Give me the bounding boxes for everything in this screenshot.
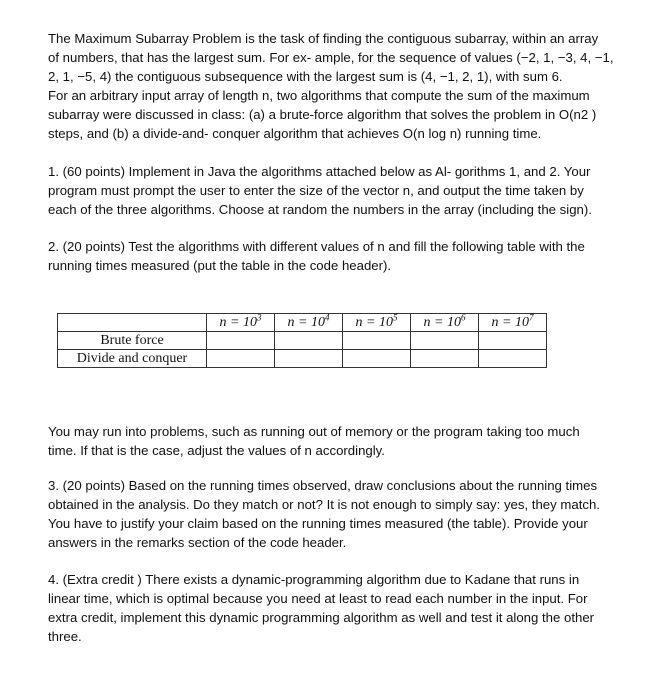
column-header-exponent: 3 — [256, 311, 262, 322]
table-cell — [207, 332, 275, 350]
text-line: of numbers, that has the largest sum. For ex- ample, for the sequence of values (−2, 1, −3, 4, −1, — [48, 50, 614, 65]
text-line: three. — [48, 629, 82, 644]
table-row — [58, 332, 547, 350]
question-1-paragraph — [48, 162, 648, 219]
table-header-row — [58, 314, 547, 332]
table-cell — [275, 332, 343, 350]
column-header — [411, 311, 479, 332]
column-header-base: n = 10 — [355, 314, 393, 330]
table-cell — [479, 350, 547, 368]
text-line: 2, 1, −5, 4) the contiguous subsequence with the largest sum is (4, −1, 2, 1), with sum 6. — [48, 69, 563, 84]
text-line: 1. (60 points) Implement in Java the algorithms attached below as Al- gorithms 1, and 2. Your — [48, 164, 591, 179]
text-line: You may run into problems, such as running out of memory or the program taking too much — [48, 424, 580, 439]
text-line: 4. (Extra credit ) There exists a dynamic-programming algorithm due to Kadane that runs in — [48, 572, 580, 587]
column-header-base: n = 10 — [287, 314, 325, 330]
table-row — [58, 350, 547, 368]
row-label-brute-force: Brute force — [58, 332, 207, 350]
column-header — [343, 311, 411, 332]
text-line: obtained in the analysis. Do they match or not? It is not enough to simply say: yes, they match. — [48, 497, 600, 512]
text-line: each of the three algorithms. Choose at random the numbers in the array (including the sign). — [48, 202, 592, 217]
table-cell — [275, 350, 343, 368]
question-3-paragraph — [48, 476, 648, 552]
text-line: 3. (20 points) Based on the running times observed, draw conclusions about the running times — [48, 478, 598, 493]
column-header — [479, 311, 547, 332]
table-cell — [207, 350, 275, 368]
column-header — [275, 311, 343, 332]
table-cell — [479, 332, 547, 350]
table-cell — [411, 350, 479, 368]
row-label-divide-and-conquer: Divide and conquer — [58, 350, 207, 368]
question-2-paragraph — [48, 237, 648, 275]
column-header-exponent: 6 — [460, 311, 466, 322]
text-line: steps, and (b) a divide-and- conquer algorithm that achieves O(n log n) running time. — [48, 126, 542, 141]
text-line: linear time, which is optimal because you need at least to read each number in the input. For — [48, 591, 588, 606]
table-cell — [411, 332, 479, 350]
column-header-base: n = 10 — [491, 314, 529, 330]
text-line: You have to justify your claim based on the running times measured (the table). Provide your — [48, 516, 588, 531]
note-paragraph — [48, 422, 648, 460]
text-line: subarray were discussed in class: (a) a brute-force algorithm that solves the problem in O(n2 ) — [48, 107, 597, 122]
running-times-table — [57, 313, 547, 368]
table-cell — [343, 350, 411, 368]
table-corner-cell — [58, 314, 207, 332]
text-line: The Maximum Subarray Problem is the task of finding the contiguous subarray, within an array — [48, 31, 599, 46]
text-line: 2. (20 points) Test the algorithms with different values of n and fill the following table with the — [48, 239, 585, 254]
column-header — [207, 311, 275, 332]
text-line: time. If that is the case, adjust the values of n accordingly. — [48, 443, 385, 458]
text-line: answers in the remarks section of the code header. — [48, 535, 347, 550]
column-header-exponent: 4 — [324, 311, 330, 322]
question-4-paragraph — [48, 570, 648, 646]
column-header-exponent: 7 — [528, 311, 534, 322]
intro-paragraph — [48, 29, 648, 143]
column-header-exponent: 5 — [392, 311, 398, 322]
text-line: For an arbitrary input array of length n, two algorithms that compute the sum of the maximum — [48, 88, 590, 103]
column-header-base: n = 10 — [423, 314, 461, 330]
text-line: program must prompt the user to enter the size of the vector n, and output the time taken by — [48, 183, 584, 198]
column-header-base: n = 10 — [219, 314, 257, 330]
text-line: extra credit, implement this dynamic programming algorithm as well and test it along the other — [48, 610, 595, 625]
text-line: running times measured (put the table in the code header). — [48, 258, 392, 273]
table-cell — [343, 332, 411, 350]
